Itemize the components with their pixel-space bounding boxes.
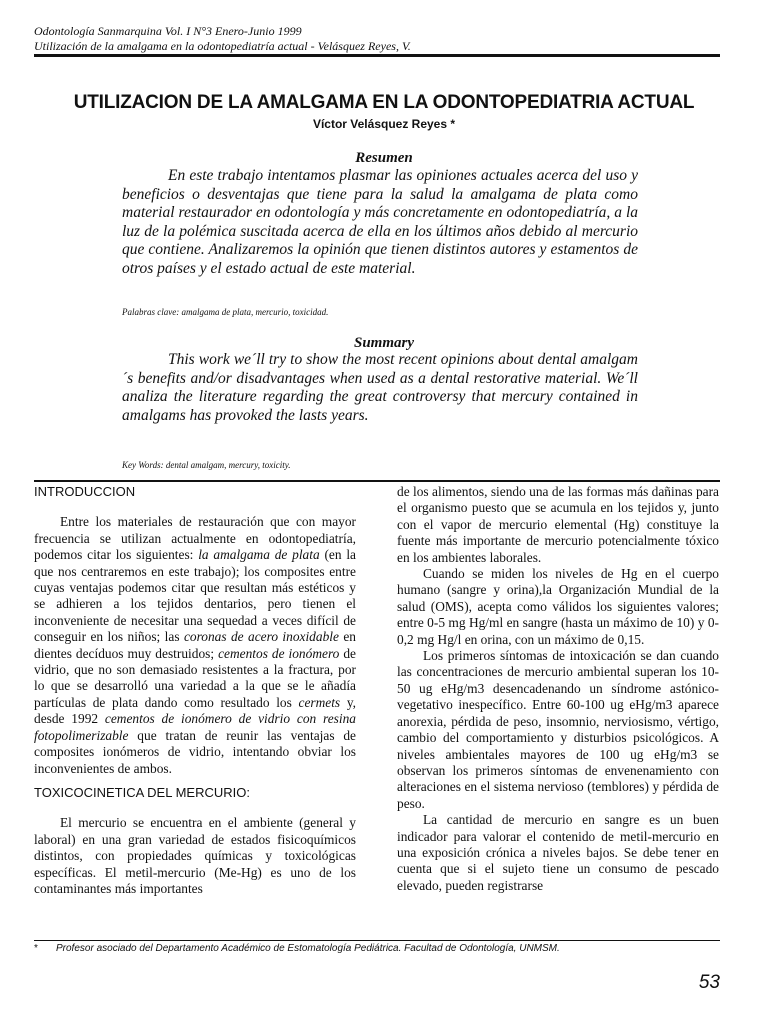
text-run: y, desde 1992 — [34, 694, 356, 727]
toxicocinetica-paragraph: El mercurio se encuentra en el ambiente (general y laboral) en una gran variedad de estados fisicoquímicos distintos, con propiedades químicas y toxicológicas específicas. El metil-mercurio (Me-Hg) es uno de los contaminantes más importantes — [34, 815, 356, 896]
page-number: 53 — [698, 972, 720, 993]
right-paragraph-4: La cantidad de mercurio en sangre es un buen indicador para valorar el contenido de metil-mercurio en una exposición crónica a niveles bajos. Se debe tener en cuenta que si el sujeto tiene un consumo de pescado elevado, pueden registrarse — [397, 812, 719, 893]
right-column — [397, 484, 719, 894]
text-run: (en la que nos centraremos en este trabajo); los composites entre cuyas ventajas podemos citar que resultan más estéticos y se adhieren a los tejidos dentarios, pero tienen el inconveniente de necesitar una sequedad a veces difícil de conseguir en los niños; las — [34, 547, 357, 645]
emphasis: cermets — [298, 694, 341, 710]
right-paragraph-2: Cuando se miden los niveles de Hg en el cuerpo humano (sangre y orina),la Organización Mundial de la salud (OMS), acepta como válidos los siguientes valores; entre 0-5 mg Hg/ml en sangre (hasta un máximo de 10) y 0-0,2 mg Hg/l en orina, con un máximo de 0,15. — [397, 566, 719, 647]
resumen-heading: Resumen — [355, 150, 413, 166]
running-title: Utilización de la amalgama en la odontopediatría actual - Velásquez Reyes, V. — [34, 39, 411, 53]
author-footnote — [34, 943, 734, 954]
summary-text: This work we´ll try to show the most recent opinions about dental amalgam´s benefits and/or disadvantages when used as a dental restorative material. We´ll analiza the literature regarding the great controversy that mercury contained in amalgams has provoked the lasts years. — [122, 351, 638, 424]
summary-keywords: Key Words: dental amalgam, mercury, toxicity. — [122, 460, 291, 470]
text-run: en dientes decíduos muy destruidos; — [34, 629, 356, 661]
emphasis: la amalgama de plata — [198, 547, 320, 563]
header-rule — [34, 54, 720, 57]
footnote-text: Profesor asociado del Departamento Académico de Estomatología Pediátrica. Facultad de Odontología, UNMSM. — [56, 943, 560, 954]
text-run: Entre los materiales de restauración que con mayor frecuencia se utilizan actualmente en odontopediatría, podemos citar los siguientes: — [34, 514, 356, 563]
author-name: Víctor Velásquez Reyes * — [312, 117, 456, 131]
text-run: de vidrio, que no son demasiado resistentes a la fractura, por lo que se desarrolló una variedad a la que se le añadía partículas de plata dando como resultado los — [34, 645, 356, 710]
right-paragraph-1: de los alimentos, siendo una de las formas más dañinas para el organismo puesto que se acumula en los tejidos y, junto con el vapor de mercurio elemental (Hg) constituye la fuente más importante de mercurio potencialmente tóxico en los ambientes laborales. — [397, 484, 719, 565]
abstract-rule — [34, 480, 720, 482]
running-header — [34, 24, 734, 54]
emphasis: coronas de acero inoxidable — [183, 629, 339, 645]
left-column — [34, 484, 356, 897]
footnote-rule — [34, 940, 720, 941]
emphasis: cementos de ionómero — [218, 645, 340, 661]
right-paragraph-3: Los primeros síntomas de intoxicación se dan cuando las concentraciones de mercurio ambiental superan los 10-50 ug eHg/m3 desencadenando un síndrome astónico-vegetativo inespecífico. Entre 60-100 ug eHg/m3 aparece anorexia, pérdida de peso, insomnio, nerviosismo, vértigo, cambio del comportamiento y disturbios psicológicos. A niveles ambientales mayores de 100 ug eHg/m3 se observan los primeros síntomas de envenenamiento con alteraciones en el sistema nervioso (temblores) y pérdida de peso. — [397, 648, 719, 811]
journal-citation: Odontología Sanmarquina Vol. I N°3 Enero-Junio 1999 — [34, 24, 302, 38]
text-run: que tratan de reunir las ventajas de composites ionómeros de vidrio, intentando obviar los inconvenientes de ambos. — [34, 727, 356, 776]
resumen-keywords: Palabras clave: amalgama de plata, mercurio, toxicidad. — [122, 307, 329, 317]
summary-heading: Summary — [353, 335, 414, 351]
section-heading-toxicocinetica: TOXICOCINETICA DEL MERCURIO: — [34, 784, 250, 800]
footnote-mark: * — [34, 943, 38, 954]
article-title: UTILIZACION DE LA AMALGAMA EN LA ODONTOPEDIATRIA ACTUAL — [73, 92, 695, 113]
resumen-text: En este trabajo intentamos plasmar las opiniones actuales acerca del uso y beneficios o desventajas que tiene para la salud la amalgama de plata como material restaurador en odontología y más concretamente en odontopediatría, a la luz de la polémica suscitada acerca de ella en los últimos años debido al mercurio que contiene. Analizaremos la opinión que tienen distintos autores y estamentos de otros países y el estado actual de este material. — [122, 167, 638, 277]
section-heading-introduccion: INTRODUCCION — [34, 484, 136, 499]
introduccion-paragraph — [34, 514, 356, 777]
emphasis: cementos de ionómero de vidrio con resina fotopolimerizable — [34, 711, 356, 743]
